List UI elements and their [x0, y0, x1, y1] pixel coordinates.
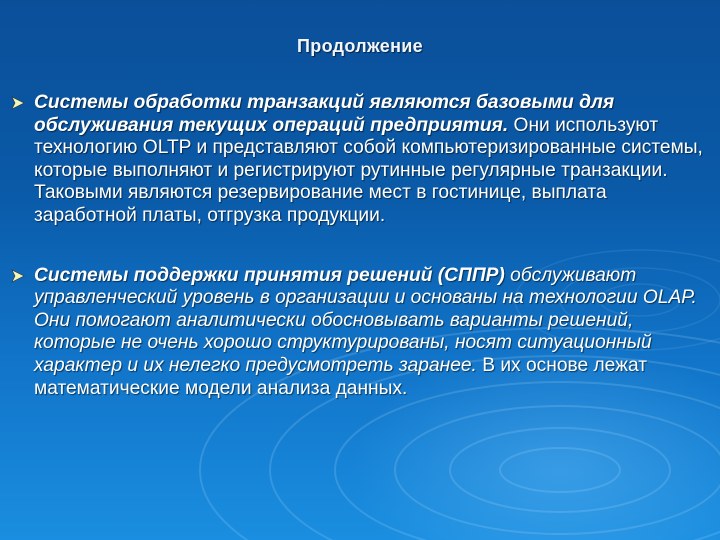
bullet-lead-text: Системы обработки транзакций являются базовыми для обслуживания текущих операций предприятия. — [34, 92, 615, 136]
bullet-body-text: В их основе лежат математические модели анализа данных. — [34, 354, 648, 399]
arrowhead-bullet-icon — [11, 269, 25, 283]
arrowhead-bullet-icon — [11, 96, 25, 110]
bullet-list — [8, 92, 708, 400]
bullet-italic-text: обслуживают управленческий уровень в организации и основаны на технологии OLAP. Они помогают аналитически обосновывать варианты решений, которые не очень хорошо структурированы, носят ситуационный характер и их нелегко предусмотреть заранее. — [34, 264, 697, 376]
bullet-item-decision-support — [8, 265, 708, 401]
slide-title: Продолжение — [297, 36, 423, 56]
bullet-lead-text: Системы поддержки принятия решений (СППР) — [34, 264, 505, 286]
bullet-item-transaction-systems — [8, 92, 708, 228]
bullet-body-text: Они используют технологию OLTP и представляют собой компьютеризированные системы, которые выполняют и регистрируют рутинные регулярные транзакции. Таковыми являются резервирование мест в гостинице, выплата заработной платы, отгрузка продукции. — [34, 114, 703, 226]
